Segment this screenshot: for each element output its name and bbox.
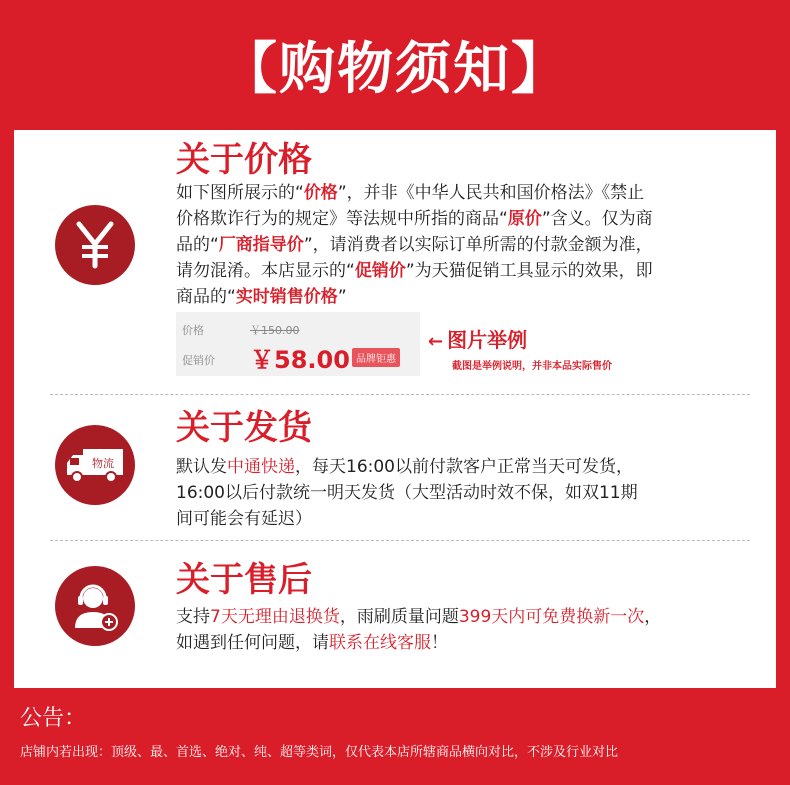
text-line: 默认发中通快递，每天16:00以前付款客户正常当天可发货，	[176, 457, 633, 477]
text-line: 间可能会有延迟）	[176, 509, 312, 529]
arrow-left-icon: ←	[428, 331, 444, 352]
sample-new-price: ￥58.00	[250, 346, 350, 374]
notice-heading: 公告：	[20, 706, 87, 731]
sample-price-label: 价格	[182, 324, 204, 337]
shipping-section-text	[176, 454, 756, 532]
text-line: 请勿混淆。本店显示的“促销价”为天猫促销工具显示的效果，即	[176, 261, 653, 281]
text-line: 如下图所展示的“价格”，并非《中华人民共和国价格法》《禁止	[176, 183, 645, 203]
text-line: 16:00以后付款统一明天发货（大型活动时效不保，如双11期	[176, 483, 638, 503]
yen-icon	[55, 205, 135, 285]
sample-old-price: ￥150.00	[250, 324, 300, 337]
divider	[50, 394, 750, 395]
sample-badge: 品牌钜惠	[352, 348, 400, 367]
page-title: 【购物须知】	[221, 37, 569, 102]
example-label: ← 图片举例	[428, 328, 528, 352]
text-line: 如遇到任何问题，请联系在线客服！	[176, 633, 448, 653]
divider	[50, 540, 750, 541]
text-line: 品的“厂商指导价”，请消费者以实际订单所需的付款金额为准，	[176, 235, 653, 255]
example-note: 截图是举例说明，并非本品实际售价	[452, 361, 612, 372]
text-line: 价格欺诈行为的规定》等法规中所指的商品“原价”含义。仅为商	[176, 209, 653, 229]
price-section-title: 关于价格	[176, 140, 312, 180]
price-section-text	[176, 180, 756, 310]
price-sample-image	[176, 312, 420, 376]
text-line: 商品的“实时销售价格”	[176, 287, 347, 307]
truck-label: 物流	[92, 457, 114, 470]
aftersale-section-text	[176, 604, 761, 656]
aftersale-section-title: 关于售后	[176, 560, 312, 600]
sample-promo-label: 促销价	[182, 354, 215, 367]
truck-icon	[55, 425, 135, 505]
text-line: 支持7天无理由退换货，雨刷质量问题399天内可免费换新一次，	[176, 607, 662, 627]
notice-text: 店铺内若出现：顶级、最、首选、绝对、纯、超等类词，仅代表本店所辖商品横向对比，不涉及行业对比	[20, 745, 619, 760]
shipping-section-title: 关于发货	[176, 408, 312, 448]
support-agent-icon	[55, 566, 135, 646]
